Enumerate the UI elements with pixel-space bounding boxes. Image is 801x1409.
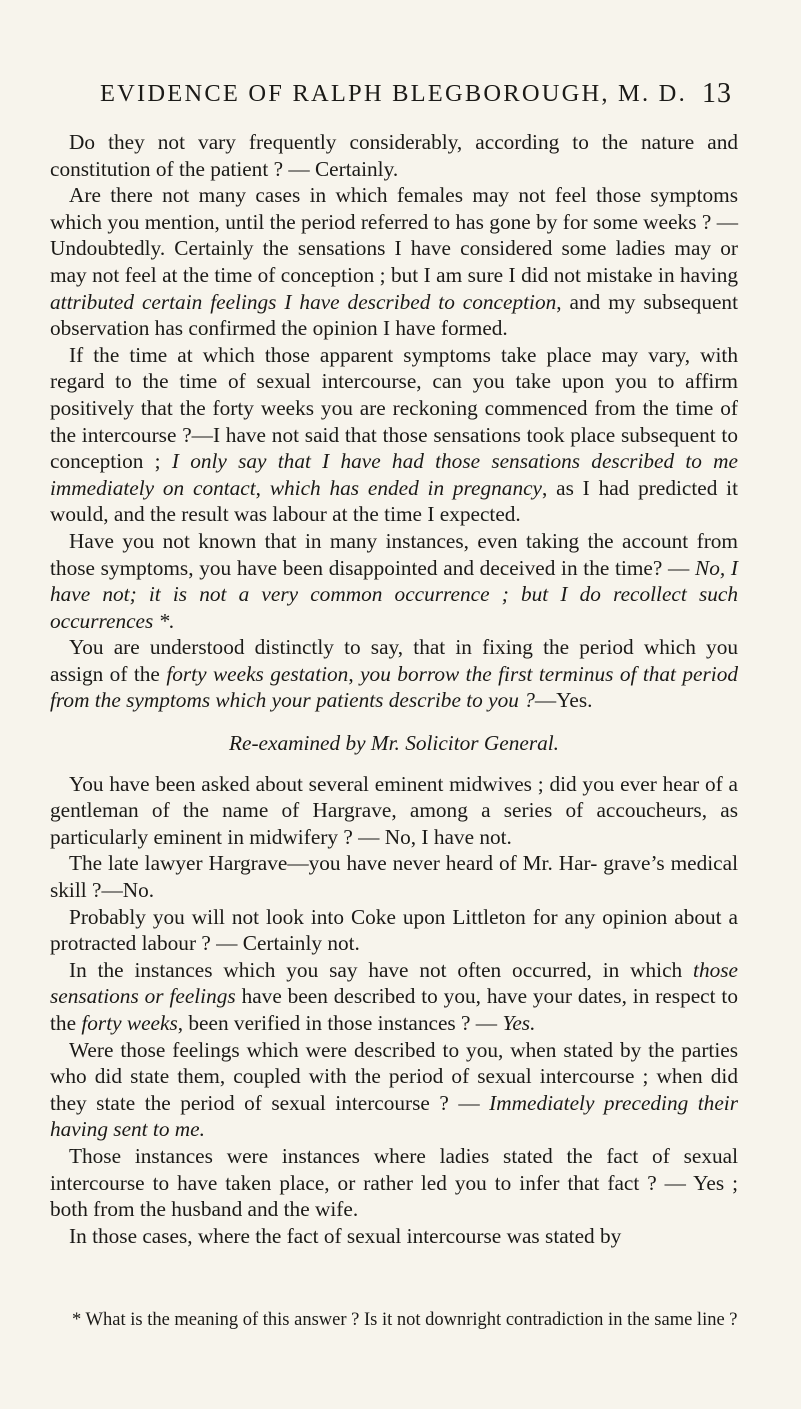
text-run: In those cases, where the fact of sexual intercourse was stated by <box>69 1223 622 1248</box>
paragraph <box>50 771 738 851</box>
body-text <box>50 129 738 1249</box>
paragraph <box>50 182 738 342</box>
paragraph <box>50 129 738 182</box>
text-run: Were those feelings which were described to you, when stated by the parties who did state them, coupled with the period of sexual intercourse ; when did they state the period of sexual intercourse ? — <box>50 1037 738 1115</box>
paragraph <box>50 1223 738 1250</box>
italic-text: you borrow the first terminus of that period from the symptoms which your patients describe to you ? <box>50 661 739 713</box>
footnote <box>50 1310 738 1331</box>
text-run: You have been asked about several eminent midwives ; did you ever hear of a gentleman of the name of Hargrave, among a series of accoucheurs, as particularly eminent in midwifery ? — No, I have not. <box>50 771 738 849</box>
italic-text: those sensations or feelings <box>50 957 738 1009</box>
paragraph <box>50 1037 738 1143</box>
footnote-text: * What is the meaning of this answer ? Is it not downright contradiction in the same line ? <box>72 1310 738 1330</box>
italic-text: which has ended in pregnancy <box>269 475 542 500</box>
paragraph <box>50 342 738 528</box>
italic-text: forty weeks gestation <box>166 661 349 686</box>
section-heading <box>50 730 738 757</box>
italic-text: Re-examined by Mr. Solicitor General. <box>228 731 559 756</box>
text-run: Those instances were instances where ladies stated the fact of sexual intercourse to have taken place, or rather led you to infer that fact ? — Yes ; both from the husband and the wife. <box>50 1143 738 1222</box>
running-header <box>100 74 732 114</box>
text-run: , as I had predicted it would, and the result was labour at the time I expected. <box>50 475 738 527</box>
italic-text: I only say that I have had those sensations described to me immediately on contact <box>50 449 739 500</box>
text-run: Have you not known that in many instances, even taking the account from those symptoms, you have been disappointed and deceived in the time? — <box>50 528 738 580</box>
text-run: have been described to you, have your dates, in respect to the <box>50 984 738 1035</box>
text-run: , <box>348 661 361 686</box>
italic-text: attributed certain feelings I have described to conception <box>50 289 557 314</box>
text-run: Are there not many cases in which females may not feel those symptoms which you mention, until the period referred to has gone by for some weeks ? — Undoubtedly. Certainly the sensations I have considered some ladies may or may not feel at the time of conception ; but I am sure I did not mistake in having <box>50 183 738 287</box>
text-run: , and my subsequent observation has confirmed the opinion I have formed. <box>50 289 738 341</box>
paragraph <box>50 1143 738 1223</box>
italic-text: forty weeks <box>81 1011 178 1035</box>
paragraph <box>50 634 738 714</box>
text-run: If the time at which those apparent symptoms take place may vary, with regard to the time of sexual intercourse, can you take upon you to affirm positively that the forty weeks you are reckoning commenced from the time of the intercourse ?—I have not said that those sensations took place subsequent to conception ; <box>50 342 738 474</box>
paragraph <box>50 528 738 634</box>
text-run: The late lawyer Hargrave—you have never heard of Mr. Har- grave’s medical skill ?—No. <box>50 851 738 903</box>
paragraph <box>50 957 738 1037</box>
paragraph <box>50 904 738 957</box>
text-run: , <box>255 475 270 500</box>
text-run: , been verified in those instances ? — <box>177 1011 503 1035</box>
text-run: In the instances which you say have not often occurred, in which <box>69 957 694 982</box>
italic-text: Immediately preceding their having sent to me. <box>50 1090 738 1142</box>
text-run: —Yes. <box>534 688 593 713</box>
italic-text: No, I have not; it is not a very common occurrence ; but I do recollect such occurrences *. <box>50 555 738 633</box>
paragraph <box>50 850 738 903</box>
page-number: 13 <box>702 78 732 109</box>
text-run: Do they not vary frequently considerably, according to the nature and constitution of the patient ? — Certainly. <box>50 130 738 181</box>
text-run: You are understood distinctly to say, that in fixing the period which you assign of the <box>50 635 738 686</box>
running-title: EVIDENCE OF RALPH BLEGBOROUGH, M. D. <box>100 80 687 107</box>
text-run: Probably you will not look into Coke upon Littleton for any opinion about a protracted labour ? — Certainly not. <box>50 904 738 956</box>
italic-text: Yes. <box>502 1011 536 1035</box>
